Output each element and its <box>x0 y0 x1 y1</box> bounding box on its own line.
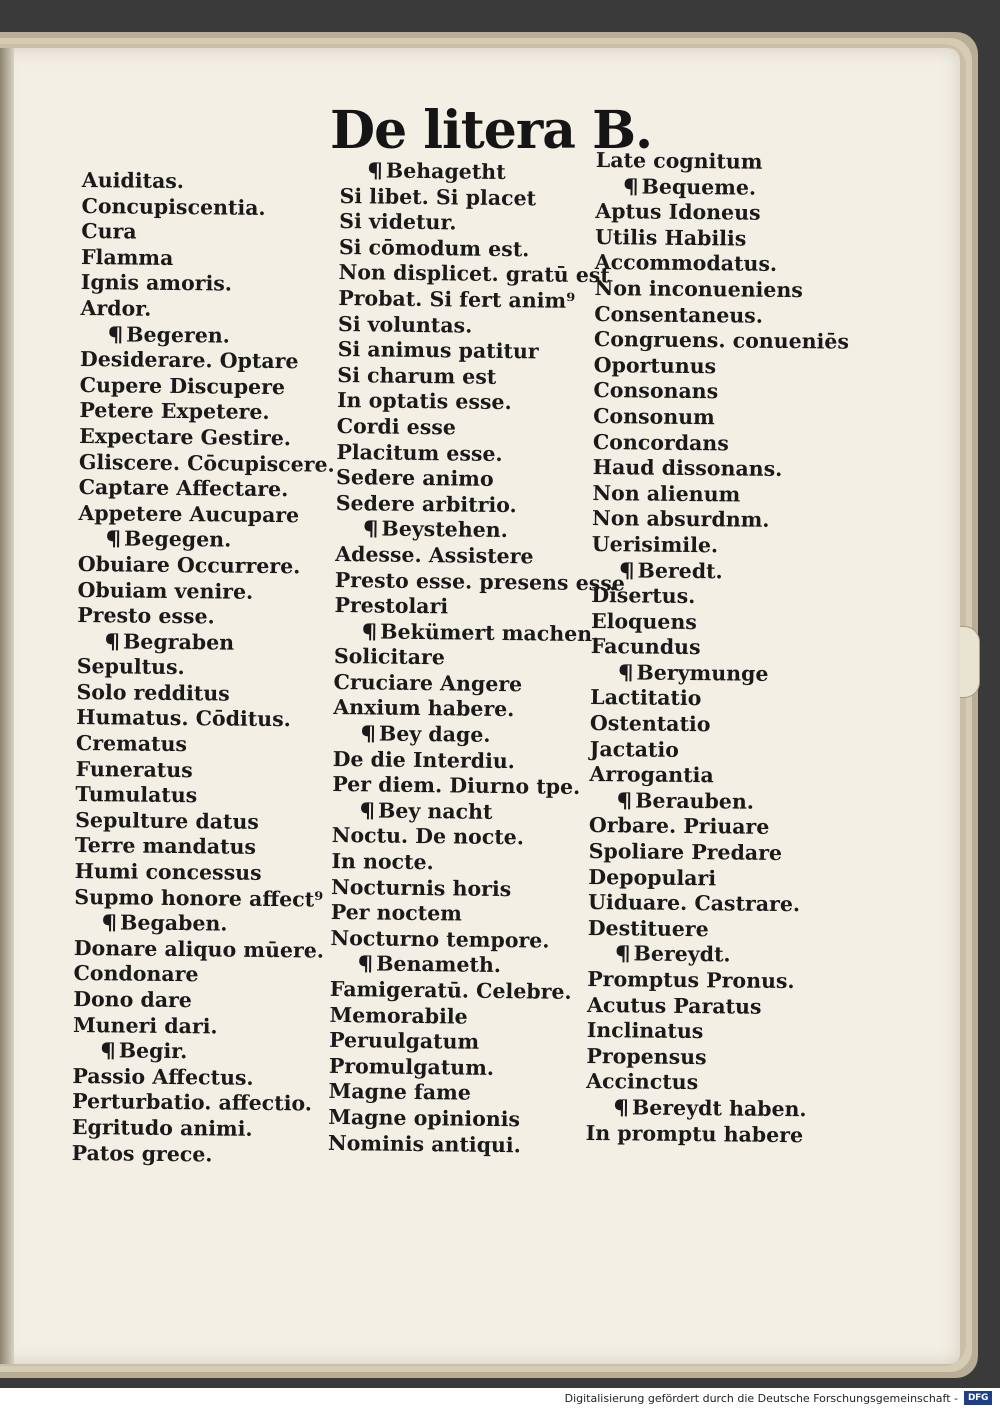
entry-line <box>79 475 354 503</box>
funding-credit: Digitalisierung gefördert durch die Deutsche Forschungsgemeinschaft - <box>564 1392 958 1405</box>
entry-line <box>80 373 355 401</box>
entry-line <box>329 1028 604 1057</box>
entry-text: Bey dage. <box>378 721 491 747</box>
entry-text: In optatis esse. <box>336 388 512 415</box>
entry-line <box>328 1105 603 1134</box>
page-gutter <box>0 48 14 1364</box>
paragraph-mark-icon <box>108 322 122 348</box>
entry-text: Si voluntas. <box>337 311 473 338</box>
paragraph-mark-icon <box>360 798 374 824</box>
entry-line <box>594 276 869 304</box>
entry-text: Tumulatus <box>75 782 198 808</box>
entry-text: Auiditas. <box>81 168 185 194</box>
entry-text: Humi concessus <box>74 858 262 885</box>
entry-line <box>336 491 611 520</box>
entry-headword <box>77 629 352 657</box>
entry-line <box>81 270 356 298</box>
entry-text: Cordi esse <box>336 413 457 440</box>
entry-line <box>74 859 349 887</box>
entry-line <box>72 1089 347 1117</box>
entry-line <box>339 235 614 264</box>
entry-text: Obuiare Occurrere. <box>77 551 301 579</box>
entry-line <box>332 772 607 801</box>
page-heading: De litera B. <box>330 100 653 161</box>
entry-text: Ignis amoris. <box>80 270 233 296</box>
entry-line <box>73 961 348 989</box>
entry-text: Non alienum <box>592 480 741 507</box>
entry-line <box>331 875 606 904</box>
entry-text: Begraben <box>122 629 235 655</box>
entry-text: Obuiam venire. <box>77 577 254 604</box>
entry-text: Depopulari <box>588 864 717 890</box>
entry-text: Consentaneus. <box>594 301 764 328</box>
entry-line <box>78 501 353 529</box>
entry-text: Uerisimile. <box>591 531 719 558</box>
entry-text: Jactatio <box>589 736 679 762</box>
entry-text: Disertus. <box>591 583 696 609</box>
entry-text: Prestolari <box>334 593 449 619</box>
entry-line <box>76 731 351 759</box>
entry-text: Beredt. <box>637 557 723 583</box>
entry-line <box>332 747 607 776</box>
entry-text: Bey nacht <box>377 798 493 824</box>
entry-line <box>338 260 613 289</box>
entry-line <box>591 634 866 662</box>
entry-line <box>328 1130 603 1159</box>
entry-text: Passio Affectus. <box>72 1063 254 1090</box>
entry-headword <box>340 158 615 187</box>
entry-text: Captare Affectare. <box>78 475 289 502</box>
entry-text: Beystehen. <box>381 516 508 543</box>
entry-text: Bereydt. <box>633 941 731 967</box>
entry-line <box>593 455 868 483</box>
entry-text: Eloquens <box>590 608 697 634</box>
entry-line <box>74 885 349 913</box>
entry-line <box>586 1044 861 1072</box>
entry-text: Crematus <box>75 731 188 757</box>
entry-text: Per noctem <box>330 900 463 926</box>
entry-line <box>337 337 612 366</box>
entry-text: Placitum esse. <box>336 439 503 466</box>
entry-text: Anxium habere. <box>333 695 515 722</box>
entry-line <box>77 603 352 631</box>
entry-line <box>73 987 348 1015</box>
entry-text: Ostentatio <box>589 711 711 737</box>
entry-text: Acutus Paratus <box>586 992 762 1019</box>
entry-text: Condonare <box>73 961 199 987</box>
paragraph-mark-icon <box>619 558 633 584</box>
entry-line <box>76 757 351 785</box>
paragraph-mark-icon <box>101 1038 115 1064</box>
entry-line <box>77 654 352 682</box>
entry-line <box>590 711 865 739</box>
entry-line <box>593 378 868 406</box>
entry-text: Haud dissonans. <box>592 455 783 482</box>
entry-text: Famigeratū. Celebre. <box>329 976 572 1004</box>
entry-line <box>79 398 354 426</box>
entry-line <box>76 680 351 708</box>
entry-line <box>335 542 610 571</box>
entry-text: Sedere animo <box>335 465 494 492</box>
paragraph-mark-icon <box>615 942 629 968</box>
entry-line <box>72 1064 347 1092</box>
entry-text: Utilis Habilis <box>594 224 747 251</box>
entry-line <box>594 353 869 381</box>
entry-line <box>329 1054 604 1083</box>
entry-text: Desiderare. Optare <box>79 347 299 374</box>
entry-line <box>337 388 612 417</box>
entry-text: Donare aliquo mūere. <box>73 935 325 963</box>
entry-text: Bekümert machen. <box>380 619 600 646</box>
entry-headword <box>74 910 349 938</box>
entry-headword <box>586 1095 861 1123</box>
entry-headword <box>78 526 353 554</box>
entry-line <box>334 644 609 673</box>
entry-text: Cura <box>81 219 137 244</box>
entry-text: Si cōmodum est. <box>338 234 530 262</box>
column-3 <box>586 148 871 1149</box>
entry-line <box>78 552 353 580</box>
entry-text: Concupiscentia. <box>81 193 266 220</box>
entry-line <box>76 705 351 733</box>
entry-text: Bequeme. <box>641 174 757 200</box>
entry-line <box>75 782 350 810</box>
entry-text: Ardor. <box>80 295 152 321</box>
entry-text: Presto esse. presens esse <box>334 567 626 596</box>
entry-line <box>330 926 605 955</box>
entry-line <box>595 250 870 278</box>
entry-text: Adesse. Assistere <box>335 541 534 569</box>
entry-text: Noctu. De nocte. <box>331 823 525 850</box>
entry-text: In nocte. <box>331 848 434 875</box>
paragraph-mark-icon <box>618 660 632 686</box>
entry-line <box>587 1018 862 1046</box>
entry-line <box>80 347 355 375</box>
entry-headword <box>73 1038 348 1066</box>
entry-line <box>595 225 870 253</box>
entry-headword <box>590 660 865 688</box>
entry-headword <box>80 322 355 350</box>
entry-text: Patos grece. <box>71 1140 213 1166</box>
entry-line <box>591 583 866 611</box>
entry-text: Orbare. Priuare <box>588 813 770 840</box>
entry-line <box>592 506 867 534</box>
entry-line <box>588 890 863 918</box>
entry-text: Aptus Idoneus <box>595 199 761 225</box>
entry-text: Behagetht <box>385 158 506 185</box>
entry-text: Begaben. <box>119 910 228 936</box>
entry-text: Facundus <box>590 634 701 660</box>
entry-text: Spoliare Predare <box>588 838 783 866</box>
entry-text: Petere Expetere. <box>79 398 270 425</box>
entry-line <box>339 209 614 238</box>
entry-headword <box>332 798 607 827</box>
entry-text: Probat. Si fert anim⁹ <box>338 285 576 313</box>
entry-line <box>77 577 352 605</box>
entry-headword <box>335 516 610 545</box>
column-1 <box>72 168 357 1169</box>
paragraph-mark-icon <box>363 517 377 543</box>
entry-text: Berauben. <box>635 788 755 814</box>
entry-line <box>590 685 865 713</box>
entry-line <box>336 465 611 494</box>
entry-text: Accinctus <box>586 1069 699 1095</box>
entry-line <box>590 737 865 765</box>
entry-line <box>337 414 612 443</box>
entry-line <box>594 302 869 330</box>
paragraph-mark-icon <box>617 788 631 814</box>
entry-text: Inclinatus <box>586 1018 704 1044</box>
entry-line <box>593 404 868 432</box>
entry-line <box>586 1069 861 1097</box>
paragraph-mark-icon <box>106 527 120 553</box>
entry-line <box>75 808 350 836</box>
entry-headword <box>333 721 608 750</box>
entry-line <box>81 245 356 273</box>
entry-text: Gliscere. Cōcupiscere. <box>78 449 335 477</box>
entry-headword <box>330 951 605 980</box>
column-2 <box>327 158 626 1159</box>
entry-line <box>72 1115 347 1143</box>
entry-line <box>589 762 864 790</box>
entry-text: Sepultus. <box>76 654 185 680</box>
entry-text: Concordans <box>592 429 729 455</box>
entry-line <box>588 916 863 944</box>
entry-text: Destituere <box>587 915 709 942</box>
entry-headword <box>591 557 866 585</box>
entry-text: Lactitatio <box>590 685 702 711</box>
entry-text: Sedere arbitrio. <box>335 490 517 517</box>
entry-line <box>592 532 867 560</box>
entry-line <box>589 813 864 841</box>
entry-line <box>79 450 354 478</box>
entry-text: Berymunge <box>636 660 769 686</box>
entry-text: Dono dare <box>73 986 193 1013</box>
entry-text: Per diem. Diurno tpe. <box>332 772 581 800</box>
entry-line <box>333 670 608 699</box>
entry-line <box>331 849 606 878</box>
entry-line <box>338 312 613 341</box>
paragraph-mark-icon <box>102 910 116 936</box>
footer-bar <box>0 1388 1000 1410</box>
entry-text: Expectare Gestire. <box>79 423 292 451</box>
entry-text: Si libet. Si placet <box>339 183 537 210</box>
entry-line <box>593 430 868 458</box>
entry-text: Nocturnis horis <box>330 874 512 901</box>
entry-text: Perturbatio. affectio. <box>72 1089 313 1116</box>
entry-text: Si animus patitur <box>337 337 539 364</box>
entry-line <box>587 993 862 1021</box>
paragraph-mark-icon <box>623 174 637 200</box>
entry-text: Accommodatus. <box>594 250 778 277</box>
entry-text: Memorabile <box>329 1002 468 1029</box>
entry-text: Consonum <box>593 403 715 430</box>
entry-text: Oportunus <box>593 352 717 379</box>
entry-text: Presto esse. <box>77 603 215 629</box>
entry-headword <box>334 619 609 648</box>
entry-text: Terre mandatus <box>74 833 257 860</box>
entry-line <box>586 1121 861 1149</box>
entry-line <box>332 823 607 852</box>
entry-text: Begegen. <box>123 526 232 552</box>
entry-text: Congruens. conueniēs <box>593 327 850 354</box>
entry-line <box>73 1013 348 1041</box>
entry-text: Benameth. <box>376 951 502 978</box>
entry-line <box>591 609 866 637</box>
entry-line <box>595 199 870 227</box>
entry-text: Si charum est <box>337 362 497 389</box>
entry-line <box>328 1079 603 1108</box>
entry-text: Solicitare <box>333 644 445 670</box>
entry-line <box>596 148 871 176</box>
entry-line <box>592 481 867 509</box>
entry-text: Flamma <box>80 244 174 270</box>
entry-text: Begeren. <box>126 322 231 348</box>
entry-line <box>333 695 608 724</box>
entry-line <box>81 194 356 222</box>
entry-line <box>331 900 606 929</box>
entry-line <box>81 219 356 247</box>
entry-text: Propensus <box>586 1043 707 1069</box>
entry-text: Peruulgatum <box>329 1028 480 1054</box>
entry-line <box>82 168 357 196</box>
entry-text: Promptus Pronus. <box>587 966 795 994</box>
paragraph-mark-icon <box>361 721 375 747</box>
entry-text: Supmo honore affect⁹ <box>74 884 324 912</box>
entry-text: Consonans <box>593 378 719 404</box>
entry-text: Cruciare Angere <box>333 669 523 697</box>
entry-text: Si videtur. <box>339 209 457 235</box>
entry-text: Solo redditus <box>76 679 230 706</box>
entry-line <box>594 327 869 355</box>
entry-line <box>587 967 862 995</box>
entry-text: Egritudo animi. <box>71 1114 253 1141</box>
entry-line <box>338 286 613 315</box>
entry-text: Sepulture datus <box>75 807 260 834</box>
entry-text: Uiduare. Castrare. <box>587 890 801 917</box>
entry-text: Humatus. Cōditus. <box>76 705 291 732</box>
entry-line <box>339 184 614 213</box>
entry-text: Arrogantia <box>589 762 714 788</box>
entry-line <box>588 839 863 867</box>
entry-headword <box>589 788 864 816</box>
entry-text: Promulgatum. <box>328 1053 495 1080</box>
entry-line <box>337 363 612 392</box>
entry-text: Nominis antiqui. <box>327 1130 521 1157</box>
entry-line <box>334 567 626 596</box>
entry-line <box>334 593 609 622</box>
entry-text: Begir. <box>118 1038 188 1064</box>
entry-text: Muneri dari. <box>72 1012 218 1039</box>
entry-line <box>79 424 354 452</box>
entry-text: In promptu habere <box>585 1120 804 1147</box>
entry-text: Appetere Aucupare <box>78 500 300 528</box>
entry-line <box>329 1003 604 1032</box>
entry-text: Bereydt haben. <box>631 1095 807 1122</box>
paragraph-mark-icon <box>614 1095 628 1121</box>
entry-headword <box>587 941 862 969</box>
entry-line <box>588 865 863 893</box>
paragraph-mark-icon <box>362 619 376 645</box>
entry-line <box>80 296 355 324</box>
entry-text: Non inconueniens <box>594 275 803 303</box>
paragraph-mark-icon <box>358 952 372 978</box>
entry-headword <box>595 174 870 202</box>
entry-text: Cupere Discupere <box>79 372 286 399</box>
entry-text: Non displicet. gratū est <box>338 260 611 288</box>
entry-text: Non absurdnm. <box>591 506 770 533</box>
entry-text: Nocturno tempore. <box>330 925 550 953</box>
entry-line <box>330 977 605 1006</box>
entry-line <box>74 936 349 964</box>
entry-line <box>336 440 611 469</box>
entry-text: Funeratus <box>75 756 193 782</box>
entry-line <box>75 833 350 861</box>
entry-text: De die Interdiu. <box>332 746 516 773</box>
paragraph-mark-icon <box>105 629 119 655</box>
entry-text: Magne fame <box>328 1079 471 1106</box>
dfg-logo: DFG <box>964 1391 992 1405</box>
paragraph-mark-icon <box>368 158 382 184</box>
entry-text: Magne opinionis <box>328 1104 521 1132</box>
book-page <box>0 48 960 1364</box>
entry-text: Late cognitum <box>595 148 763 174</box>
entry-line <box>72 1141 347 1169</box>
